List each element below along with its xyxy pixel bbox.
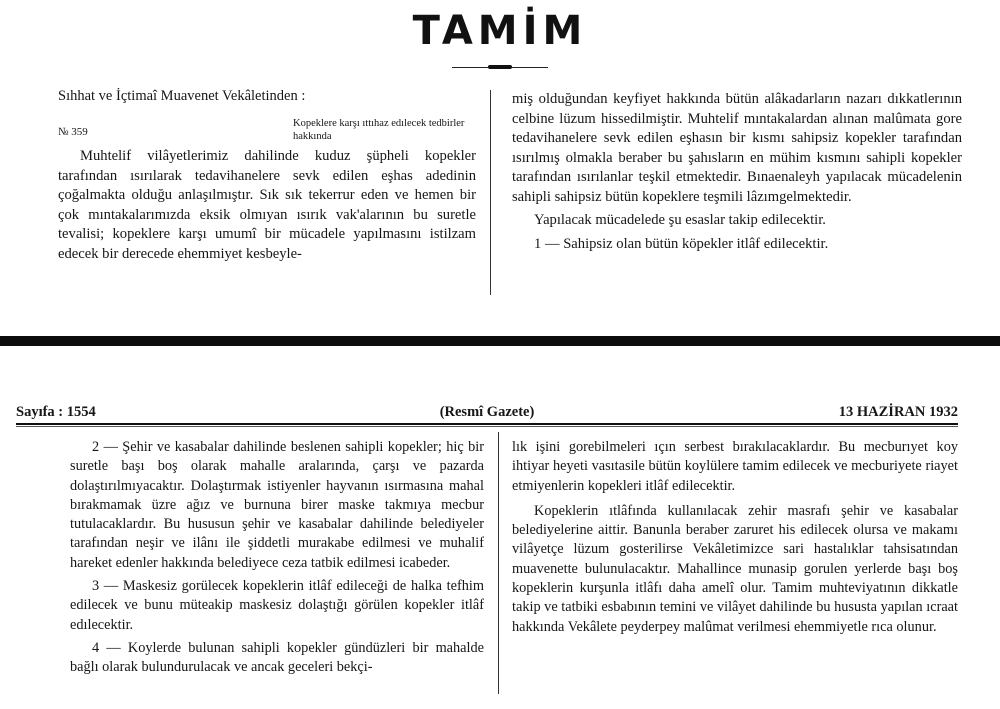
ministry-heading: Sıhhat ve İçtimaî Muavenet Vekâletinden :: [58, 88, 306, 104]
top-left-column: [58, 88, 476, 264]
title-ornament: [452, 64, 548, 70]
principles-intro: Yapılacak mücadelede şu esaslar takip edilecektir.: [534, 212, 826, 228]
rule-4-continuation: lık işini gorebilmeleri ıçın serbest bırakılacaklardır. Bu mecburıyet koy ihtiyar heyeti vasıtasile bütün koylülere tamim edilecek ve mecburiyete riayet etmiyenlerin kopekleri itlâf edilecektir.: [512, 439, 958, 494]
page-number: Sayıfa : 1554: [16, 404, 96, 420]
continuation-paragraph: miş olduğundan keyfiyet hakkında bütün alâkadarların nazarı dıkkatlerının celbine lüzum hissedilmiştir. Muhtelif mıntakalardan alınan malûmata gore tedavihanelere sevk edilen eşhasın bir kısmı sahipsiz kopekler tarafından ısırılmış olmakla beraber bu şahısların en mühim kısmını sahipli kopekler tarafından ısırılanlar teşkil etmektedir. Bınaenaleyh yapılacak mücadelenin sahipli sahipsiz bütün kopeklere teşmili lâzımgelmektedir.: [512, 91, 962, 205]
rule-3: 3 — Maskesiz gorülecek kopeklerin itlâf edileceği de halka tefhim edilecek ve bunu müteakip maskesiz dolaştığı görülen kopekler itlâf edılecektir.: [70, 578, 484, 633]
header-rule-thin: [16, 426, 958, 427]
rule-4: 4 — Koylerde bulunan sahipli kopekler gündüzleri bir mahalde bağlı olarak bulundurulacak ve ancak geceleri bekçi-: [70, 639, 484, 676]
header-rule: [16, 423, 958, 425]
ornament-dash: [488, 65, 512, 69]
column-divider-top: [490, 90, 491, 295]
gazette-name: (Resmî Gazete): [439, 404, 535, 420]
circular-number: № 359: [58, 126, 88, 138]
rule-2: 2 — Şehir ve kasabalar dahilinde beslenen sahipli kopekler; hiç bir suretle başı boş olarak mahalle aralarında, çarşı ve pazarda dolaştırılmıyacaktır. Dolaştırmak istiyenler hayvanın ısırmasına mahal bırakmamak üzre ağız ve burnuna birer maske takmıya mecbur tutulacaklardır. Bu hususun şehir ve kasabalar dahilinde belediyeler tarafından neşir ve ilânı ile şiddetli murakabe edilmesi ve muhalif hareket edenler hakkında belediyece ceza tatbik edilmesi icabeder.: [70, 439, 484, 571]
circular-subject: Kopeklere karşı ıttıhaz edılecek tedbirler hakkında: [293, 118, 465, 142]
closing-paragraph: Kopeklerin ıtlâfında kullanılacak zehir masrafı şehir ve kasabalar belediyelerine aittir. Banunla beraber zaruret his edilecek olursa ve makamı vilâyetçe lüzum gosterilirse Vekâletimizce sari hastalıklar tahsisatından muavenette bulunulacaktır. Mahallince munasip gorulen yerlerde başı boş kopeklerin kurşunla itlâfı daha amelî olur. Tamim muhteviyatının dikkatle takip ve tatbiki esbabının temini ve vilâyet dahilinde bu hususta yapılan ıcraat hakkında Vekâlete peyderpey malûmat verilmesi ehemmiyetle rıca olunur.: [512, 502, 958, 635]
rule-1: 1 — Sahipsiz olan bütün köpekler itlâf edilecektir.: [534, 235, 829, 252]
circular-meta: [58, 117, 476, 147]
page-separator-band: [0, 336, 1000, 346]
issue-date: 13 HAZİRAN 1932: [838, 404, 958, 420]
bottom-left-column: [70, 438, 484, 678]
column-divider-bottom: [498, 432, 499, 694]
top-right-column: [512, 90, 962, 254]
bottom-right-column: [512, 438, 958, 637]
circular-title: TAMİM: [412, 8, 588, 54]
intro-paragraph: Muhtelif vilâyetlerimiz dahilinde kuduz şüpheli kopekler tarafından ısırılarak tedavihanelere sevk edilen eşhas adedinin çoğalmakta olduğu anlaşılmıştır. Sık sık tekerrur eden ve hemen bir çok mıntakalarımızda eksik olmıyan ısırık vak'alarının bu suretle tevalisi; kopeklere karşı umumî bir mücadele yapılmasını istilzam edecek bir derecede ehemmiyet kesbeyle-: [58, 148, 476, 262]
